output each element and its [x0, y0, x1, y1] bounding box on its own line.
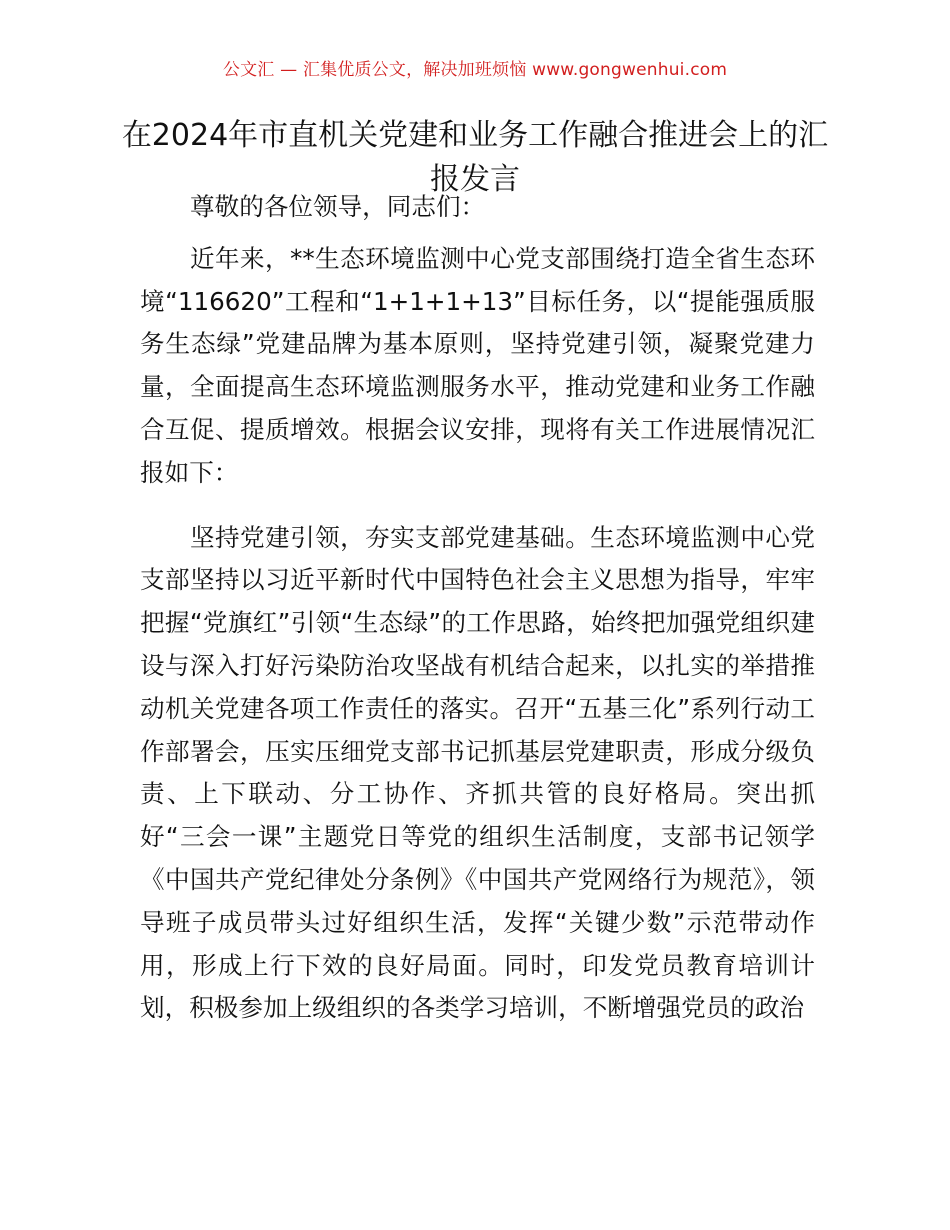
- paragraph-party-building: 坚持党建引领，夯实支部党建基础。生态环境监测中心党支部坚持以习近平新时代中国特色社会主义思想为指导，牢牢把握“党旗红”引领“生态绿”的工作思路，始终把加强党组织建设与深入打好污染防治攻坚战有机结合起来，以扎实的举措推动机关党建各项工作责任的落实。召开“五基三化”系列行动工作部署会，压实压细党支部书记抓基层党建职责，形成分级负责、上下联动、分工协作、齐抓共管的良好格局。突出抓好“三会一课”主题党日等党的组织生活制度，支部书记领学《中国共产党纪律处分条例》《中国共产党网络行为规范》，领导班子成员带头过好组织生活，发挥“关键少数”示范带动作用，形成上行下效的良好局面。同时，印发党员教育培训计划，积极参加上级组织的各类学习培训，不断增强党员的政治: [140, 522, 816, 1023]
- paragraph-intro: 近年来，**生态环境监测中心党支部围绕打造全省生态环境“116620”工程和“1+1+1+13”目标任务，以“提能强质服务生态绿”党建品牌为基本原则，坚持党建引领，凝聚党建力量，全面提高生态环境监测服务水平，推动党建和业务工作融合互促、提质增效。根据会议安排，现将有关工作进展情况汇报如下：: [140, 243, 815, 487]
- document-title: 在2024年市直机关党建和业务工作融合推进会上的汇报发言: [121, 118, 829, 197]
- header-banner: 公文汇 — 汇集优质公文，解决加班烦恼 www.gongwenhui.com: [222, 60, 728, 80]
- salutation: 尊敬的各位领导，同志们：: [190, 192, 486, 221]
- document-body: [140, 186, 815, 1030]
